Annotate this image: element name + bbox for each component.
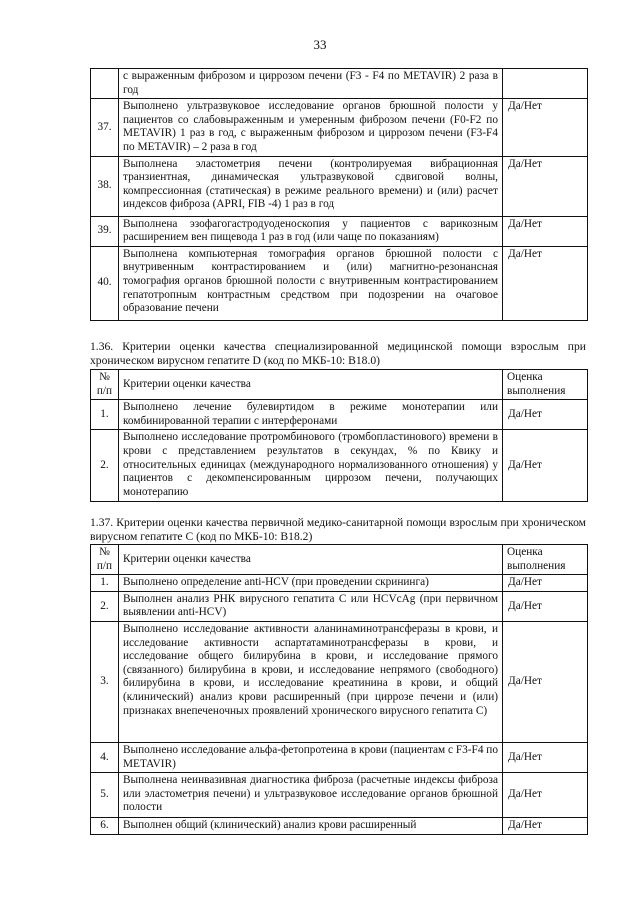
row-number: 3.	[91, 621, 119, 742]
header-assessment: Оценка выполнения	[503, 545, 588, 575]
row-number: 2.	[91, 430, 119, 502]
assessment-value: Да/Нет	[503, 99, 588, 156]
table-row	[91, 69, 588, 99]
table-row	[91, 773, 588, 818]
assessment-value: Да/Нет	[503, 591, 588, 621]
table-row	[91, 621, 588, 742]
table-row	[91, 400, 588, 430]
assessment-value: Да/Нет	[503, 246, 588, 320]
assessment-value: Да/Нет	[503, 575, 588, 592]
table-row	[91, 742, 588, 772]
table-row	[91, 156, 588, 216]
row-number: 4.	[91, 742, 119, 772]
row-number: 2.	[91, 591, 119, 621]
criteria-table-1-37	[90, 544, 588, 835]
table-row	[91, 99, 588, 156]
assessment-value: Да/Нет	[503, 742, 588, 772]
header-criteria: Критерии оценки качества	[119, 545, 503, 575]
assessment-value: Да/Нет	[503, 400, 588, 430]
table-row	[91, 430, 588, 502]
assessment-value: Да/Нет	[503, 156, 588, 216]
criterion-text: Выполнена эзофагогастродуоденоскопия у пациентов с варикозным расширением вен пищевода 1 раз в год (или чаще по показаниям)	[119, 216, 503, 246]
assessment-value: Да/Нет	[503, 216, 588, 246]
row-number: 39.	[91, 216, 119, 246]
criterion-text: Выполнена эластометрия печени (контролируемая вибрационная транзиентная, динамическая ультразвуковой сдвиговой волны, компрессионная (статическая) в режиме реального времени) и (или) расчет индексов фиброза (APRI, FIB -4) 1 раз в год	[119, 156, 503, 216]
row-number: 37.	[91, 99, 119, 156]
header-criteria: Критерии оценки качества	[119, 370, 503, 400]
criterion-text: Выполнено определение anti-HCV (при проведении скрининга)	[119, 575, 503, 592]
table-row	[91, 216, 588, 246]
assessment-value: Да/Нет	[503, 818, 588, 835]
criterion-text: Выполнена неинвазивная диагностика фиброза (расчетные индексы фиброза или эластометрия печени) и ультразвуковое исследование органов брюшной полости	[119, 773, 503, 818]
table-row	[91, 575, 588, 592]
table-row	[91, 246, 588, 320]
criterion-text: Выполнен анализ РНК вирусного гепатита С или HCVcAg (при первичном выявлении anti-HCV)	[119, 591, 503, 621]
criterion-text: Выполнена компьютерная томография органов брюшной полости с внутривенным контрастированием и (или) магнитно-резонансная томография органов брюшной полости с внутривенным контрастированием гепатотропным контрастным средством при подозрении на очаговое образование печени	[119, 246, 503, 320]
header-number: № п/п	[91, 545, 119, 575]
row-number: 5.	[91, 773, 119, 818]
assessment-value: Да/Нет	[503, 621, 588, 742]
table-header-row	[91, 370, 588, 400]
header-number: № п/п	[91, 370, 119, 400]
criterion-text: Выполнен общий (клинический) анализ крови расширенный	[119, 818, 503, 835]
criterion-text: Выполнено исследование альфа-фетопротеина в крови (пациентам с F3-F4 по METAVIR)	[119, 742, 503, 772]
row-number	[91, 69, 119, 99]
criterion-text: Выполнено ультразвуковое исследование органов брюшной полости у пациентов со слабовыраженным и умеренным фиброзом печени (F0-F2 по METAVIR) 1 раз в год, с выраженным фиброзом и циррозом печени (F3-F4 по METAVIR) – 2 раза в год	[119, 99, 503, 156]
criteria-table-continued	[90, 68, 588, 321]
assessment-value	[503, 69, 588, 99]
row-number: 38.	[91, 156, 119, 216]
criterion-text: с выраженным фиброзом и циррозом печени (F3 - F4 по METAVIR) 2 раза в год	[119, 69, 503, 99]
page-number: 33	[313, 37, 327, 52]
section-title-1-37: 1.37. Критерии оценки качества первичной медико-санитарной помощи взрослым при хроническом вирусном гепатите C (код по МКБ-10: B18.2)	[90, 516, 586, 543]
criterion-text: Выполнено исследование активности аланинаминотрансферазы в крови, и исследование активности аспартатаминотрансферазы в крови, и исследование общего билирубина в крови, и исследование прямого (связанного) билирубина в крови, и исследование непрямого (свободного) билирубина в крови, и исследование креатинина в крови, и общий (клинический) анализ крови расширенный (при циррозе печени и (или) признаках внепеченочных проявлений хронического вирусного гепатита С)	[119, 621, 503, 742]
table-row	[91, 591, 588, 621]
section-title-1-36: 1.36. Критерии оценки качества специализированной медицинской помощи взрослым при хроническом вирусном гепатите D (код по МКБ-10: B18.0)	[90, 340, 586, 367]
criteria-table-1-36	[90, 369, 588, 502]
row-number: 1.	[91, 400, 119, 430]
row-number: 6.	[91, 818, 119, 835]
row-number: 1.	[91, 575, 119, 592]
assessment-value: Да/Нет	[503, 430, 588, 502]
criterion-text: Выполнено лечение булевиртидом в режиме монотерапии или комбинированной терапии с интерферонами	[119, 400, 503, 430]
table-row	[91, 818, 588, 835]
row-number: 40.	[91, 246, 119, 320]
assessment-value: Да/Нет	[503, 773, 588, 818]
header-assessment: Оценка выполнения	[503, 370, 588, 400]
table-header-row	[91, 545, 588, 575]
criterion-text: Выполнено исследование протромбинового (тромбопластинового) времени в крови с представлением результатов в секундах, % по Квику и относительных единицах (международного нормализованного отношения) у пациентов с декомпенсированным циррозом печени, получающих монотерапию	[119, 430, 503, 502]
